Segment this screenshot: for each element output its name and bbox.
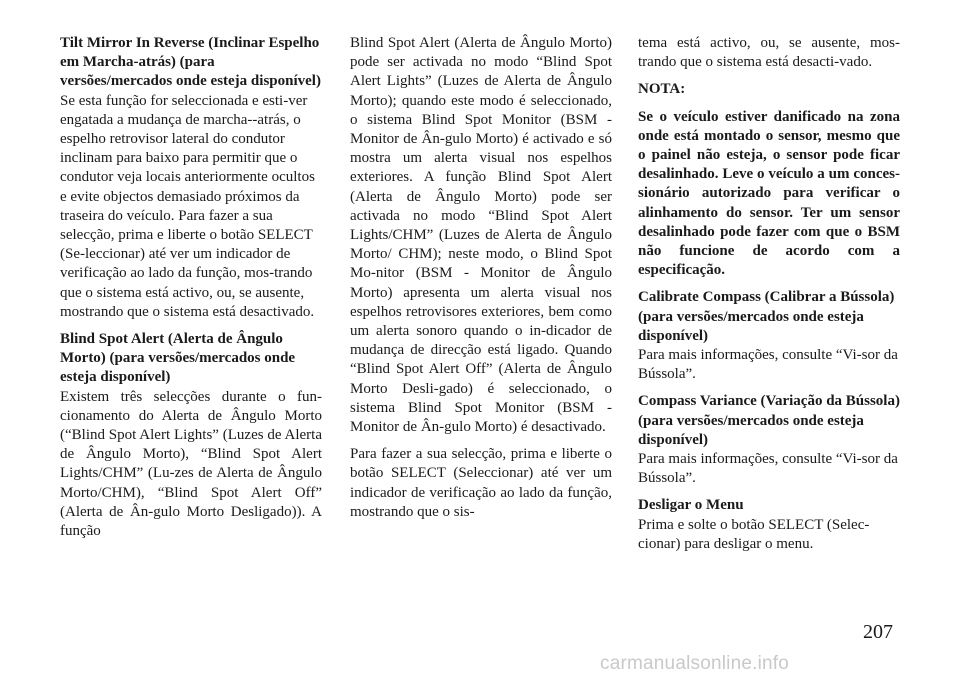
section-body-blind-spot-alert: Existem três selecções durante o fun-cionamento do Alerta de Ângulo Morto (“Blind Spot Alert Lights” (Luzes de Alerta de Ângulo Morto), “Blind Spot Alert Lights/CHM” (Lu-zes de Alerta de Ângulo Morto/CHM), “Blind Spot Alert Off” (Alerta de Ân-gulo Morto Desligado)). A função: [60, 388, 322, 540]
section-body-calibrate-compass: Para mais informações, consulte “Vi-sor da Bússola”.: [638, 347, 898, 383]
paragraph-system-status: tema está activo, ou, se ausente, mos-trando que o sistema está desacti-vado.: [638, 35, 900, 71]
section-body-compass-variance: Para mais informações, consulte “Vi-sor da Bússola”.: [638, 451, 898, 487]
paragraph-selection-instructions: Para fazer a sua selecção, prima e liberte o botão SELECT (Seleccionar) até ver um indicador de verificação ao lado da função, mostrando que o sis-: [350, 446, 612, 520]
column-left: [60, 34, 322, 549]
section-heading-calibrate-compass: Calibrate Compass (Calibrar a Bússola) (para versões/mercados onde esteja disponível): [638, 289, 895, 344]
section-body-exit-menu: Prima e solte o botão SELECT (Selec-cionar) para desligar o menu.: [638, 516, 870, 552]
section-heading-compass-variance: Compass Variance (Variação da Bússola) (para versões/mercados onde esteja disponível): [638, 393, 900, 448]
section-heading-exit-menu: Desligar o Menu: [638, 497, 744, 514]
note-body: Se o veículo estiver danificado na zona onde está montado o sensor, mesmo que o painel não esteja, o sensor pode ficar desalinhado. Leve o veículo a um conces-sionário autorizado para verificar o alinhamento do sensor. Ter um sensor desalinhado pode fazer com que o BSM não funcione de acordo com a especificação.: [638, 108, 900, 279]
column-right: [638, 34, 900, 562]
note-label: NOTA:: [638, 81, 686, 98]
section-heading-blind-spot-alert: Blind Spot Alert (Alerta de Ângulo Morto) (para versões/mercados onde esteja disponível): [60, 331, 296, 386]
paragraph-blind-spot-modes: Blind Spot Alert (Alerta de Ângulo Morto) pode ser activada no modo “Blind Spot Alert Lights” (Luzes de Alerta de Ângulo Morto); quando este modo é seleccionado, o sistema Blind Spot Monitor (BSM - Monitor de Ân-gulo Morto) é activado e só mostra um alerta visual nos espelhos exteriores. A função Blind Spot Alert (Alerta de Ângulo Morto) pode ser activada no modo “Blind Spot Alert Lights/CHM” (Luzes de Alerta de Ângulo Morto/ CHM); neste modo, o Blind Spot Mo-nitor (BSM - Monitor de Ângulo Morto) apresenta um alerta visual nos espelhos retrovisores exteriores, bem como um alerta sonoro quando o in-dicador de mudança de direcção está ligado. Quando “Blind Spot Alert Off” (Alerta de Ângulo Morto Desli-gado) é seleccionado, o sistema Blind Spot Monitor (BSM - Monitor de Ân-gulo Morto) é desactivado.: [350, 35, 612, 436]
page-number: 207: [863, 621, 893, 643]
section-body-tilt-mirror: Se esta função for seleccionada e esti-ver engatada a mudança de marcha--atrás, o espelho retrovisor lateral do condutor inclinam para baixo para permitir que o condutor veja locais anteriormente ocultos e evite objectos demasiado próximos da traseira do veículo. Para fazer a sua selecção, prima e liberte o botão SELECT (Se-leccionar) até ver um indicador de verificação ao lado da função, mos-trando que o sistema está activo, ou, se ausente, mostrando que o sistema está desactivado.: [60, 92, 315, 320]
column-middle: [350, 34, 612, 530]
watermark: carmanualsonline.info: [600, 653, 790, 674]
section-heading-tilt-mirror: Tilt Mirror In Reverse (Inclinar Espelho em Marcha-atrás) (para versões/mercados onde esteja disponível): [60, 35, 321, 90]
